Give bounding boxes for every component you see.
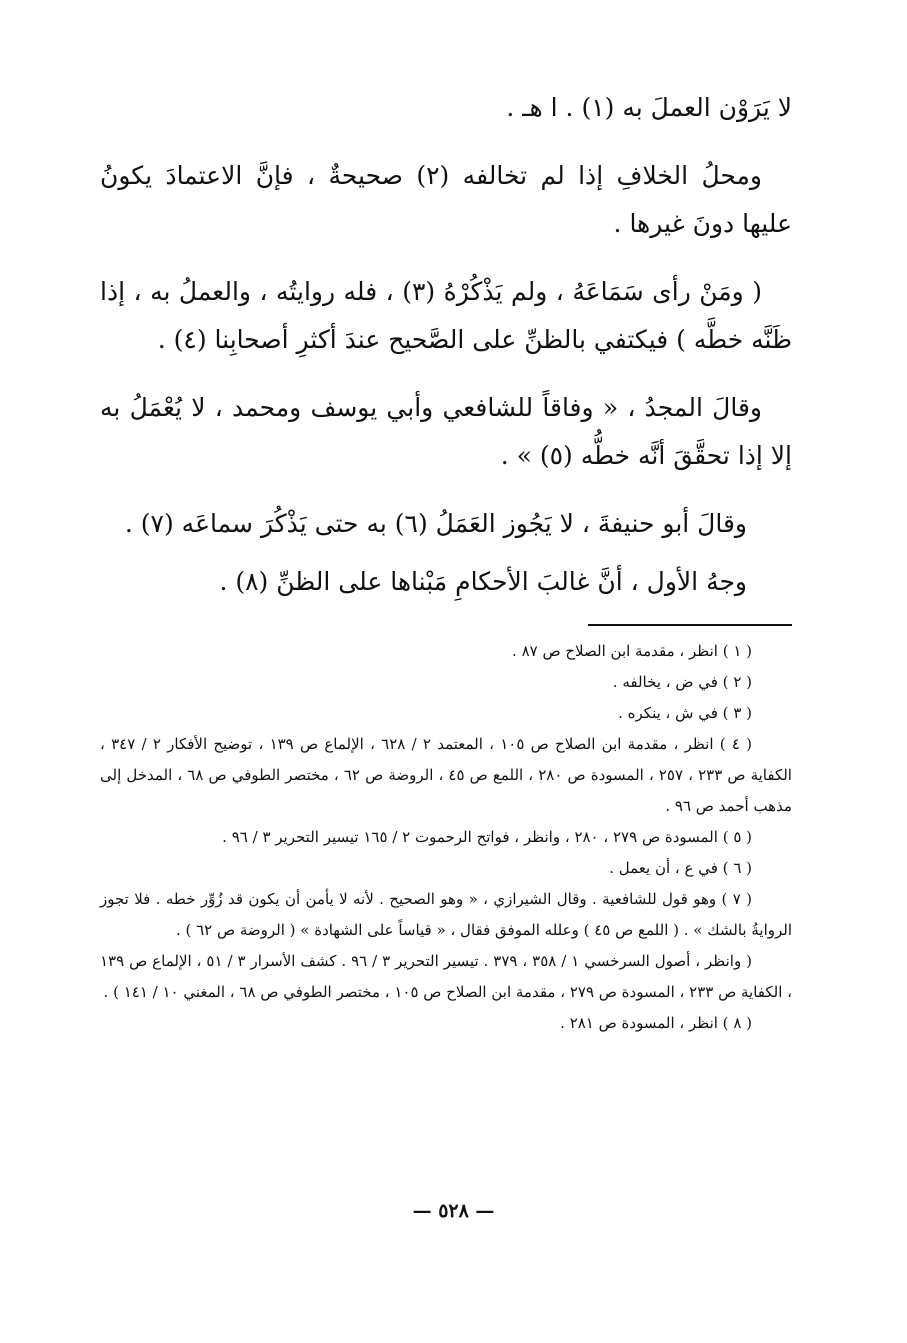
footnote-7-continued: ( وانظر ، أصول السرخسي ١ / ٣٥٨ ، ٣٧٩ . تيسير التحرير ٣ / ٩٦ . كشف الأسرار ٣ / ٥١ ، الإلماع ص ١٣٩ ، الكفاية ص ٢٣٣ ، المسودة ص ٢٧٩ ، مقدمة ابن الصلاح ص ١٠٥ ، مختصر الطوفي ص ٦٨ ، المغني ١٠ / ١٤١ ) .: [100, 952, 792, 1001]
paragraph-1: لا يَرَوْن العملَ به (١) . ا هـ .: [506, 93, 792, 122]
paragraph-3: ( ومَنْ رأى سَمَاعَهُ ، ولم يَذْكُرْهُ (٣) ، فله روايتُه ، والعملُ به ، إذا ظَنَّه خطَّه ) فيكتفي بالظنِّ على الصَّحيح عندَ أكثرِ أصحابِنا (٤) .: [100, 277, 792, 354]
footnote-3: ( ٣ ) في ش ، ينكره .: [618, 704, 752, 722]
footnote-5: ( ٥ ) المسودة ص ٢٧٩ ، ٢٨٠ ، وانظر ، فواتح الرحموت ٢ / ١٦٥ تيسير التحرير ٣ / ٩٦ .: [222, 828, 752, 846]
footnote-divider: [588, 624, 792, 626]
footnote-7: ( ٧ ) وهو قول للشافعية . وقال الشيرازي ، « وهو الصحيح . لأنه لا يأمن أن يكون قد زُوِّر خطه . فلا تجوز الروايةُ بالشك » . ( اللمع ص ٤٥ ) وعلله الموفق فقال ، « قياساً على الشهادة » ( الروضة ص ٦٢ ) .: [100, 890, 792, 939]
footnote-4: ( ٤ ) انظر ، مقدمة ابن الصلاح ص ١٠٥ ، المعتمد ٢ / ٦٢٨ ، الإلماع ص ١٣٩ ، توضيح الأفكار ٢ / ٣٤٧ ، الكفاية ص ٢٣٣ ، ٢٥٧ ، المسودة ص ٢٨٠ ، اللمع ص ٤٥ ، الروضة ص ٦٢ ، مختصر الطوفي ص ٦٨ ، المدخل إلى مذهب أحمد ص ٩٦ .: [100, 735, 792, 815]
paragraph-4: وقالَ المجدُ ، « وفاقاً للشافعي وأبي يوسف ومحمد ، لا يُعْمَلُ به إلا إذا تحقَّقَ أنَّه خطُّه (٥) » .: [100, 393, 792, 470]
paragraph-5: وقالَ أبو حنيفةَ ، لا يَجُوز العَمَلُ (٦) به حتى يَذْكُرَ سماعَه (٧) .: [124, 509, 747, 538]
footnote-8: ( ٨ ) انظر ، المسودة ص ٢٨١ .: [560, 1014, 752, 1032]
footnote-2: ( ٢ ) في ض ، يخالفه .: [612, 673, 752, 691]
footnote-6: ( ٦ ) في ع ، أن يعمل .: [609, 859, 752, 877]
footnotes: [100, 636, 792, 1039]
paragraph-6: وجهُ الأول ، أنَّ غالبَ الأحكامِ مَبْناها على الظنِّ (٨) .: [219, 567, 747, 596]
page-number: — ٥٢٨ —: [412, 1200, 495, 1222]
paragraph-2: ومحلُ الخلافِ إذا لم تخالفه (٢) صحيحةٌ ، فإنَّ الاعتمادَ يكونُ عليها دونَ غيرها .: [100, 161, 792, 238]
main-text: [100, 84, 792, 616]
footnote-1: ( ١ ) انظر ، مقدمة ابن الصلاح ص ٨٧ .: [512, 642, 752, 660]
